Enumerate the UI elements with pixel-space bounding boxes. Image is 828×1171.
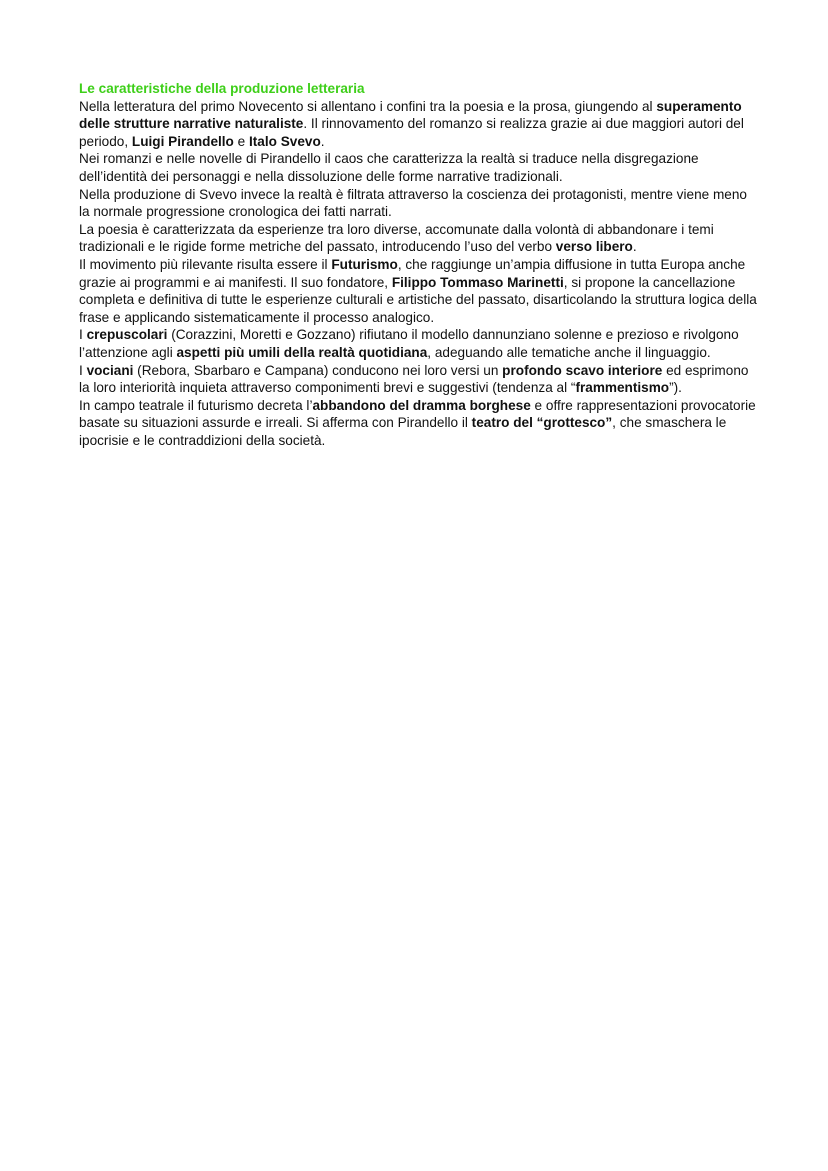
text-run: I	[79, 362, 87, 378]
text-run: , che smaschera le ipocrisie e le contraddizioni della società.	[79, 415, 727, 448]
bold-run: Filippo Tommaso Marinetti	[391, 274, 564, 290]
document-page	[79, 80, 759, 449]
text-run: , che raggiunge un’ampia diffusione in tutta Europa anche grazie ai programmi e ai manifesti. Il suo fondatore,	[79, 256, 746, 290]
paragraph-vociani	[79, 362, 759, 397]
bold-run: crepuscolari	[86, 327, 168, 343]
text-run: e offre rappresentazioni provocatorie basate su situazioni assurde e irreali. Si afferma con Pirandello il	[79, 397, 756, 431]
text-run: , adeguando alle tematiche anche il linguaggio.	[427, 344, 711, 360]
paragraph-pirandello	[79, 150, 759, 185]
bold-run: frammentismo	[575, 380, 670, 396]
section-heading: Le caratteristiche della produzione letteraria	[79, 81, 365, 96]
paragraph-poesia	[79, 221, 759, 256]
bold-run: abbandono del dramma borghese	[312, 397, 531, 413]
body-text	[79, 98, 759, 450]
text-run: (Rebora, Sbarbaro e Campana) conducono nei loro versi un	[133, 362, 503, 378]
text-run: Nella produzione di Svevo invece la realtà è filtrata attraverso la coscienza dei protagonisti, mentre viene meno la normale progressione cronologica dei fatti narrati.	[79, 186, 747, 220]
text-run: .	[632, 239, 637, 255]
bold-run: Futurismo	[331, 256, 398, 272]
text-run: Il movimento più rilevante risulta essere il	[79, 256, 332, 272]
text-run: .	[320, 133, 325, 149]
text-run: ed esprimono la loro interiorità inquieta attraverso componimenti brevi e suggestivi (tendenza al “	[79, 362, 749, 396]
bold-run: aspetti più umili della realtà quotidiana	[176, 344, 428, 360]
bold-run: Italo Svevo	[249, 133, 321, 149]
text-run: I	[79, 327, 87, 343]
bold-run: verso libero	[555, 239, 633, 255]
text-run: , si propone la cancellazione completa e definitiva di tutte le esperienze culturali e artistiche del passato, disarticolando la struttura logica della frase e applicando sistematicamente il processo analogico.	[79, 274, 757, 325]
bold-run: vociani	[86, 362, 134, 378]
text-run: ”).	[669, 380, 682, 396]
paragraph-crepuscolari	[79, 326, 759, 361]
bold-run: Luigi Pirandello	[131, 133, 234, 149]
text-run: (Corazzini, Moretti e Gozzano) rifiutano il modello dannunziano solenne e prezioso e rivolgono l’attenzione agli	[79, 327, 739, 360]
bold-run: teatro del “grottesco”	[471, 415, 613, 431]
paragraph-superamento	[79, 98, 759, 151]
text-run: La poesia è caratterizzata da esperienze tra loro diverse, accomunate dalla volontà di abbandonare i temi tradizionali e le rigide forme metriche del passato, introducendo l’uso del verbo	[79, 221, 714, 255]
text-run: Nei romanzi e nelle novelle di Pirandello il caos che caratterizza la realtà si traduce nella disgregazione dell’identità dei personaggi e nella dissoluzione delle forme narrative tradizionali.	[79, 151, 699, 184]
bold-run: profondo scavo interiore	[502, 362, 663, 378]
paragraph-teatro	[79, 397, 759, 450]
text-run: . Il rinnovamento del romanzo si realizza grazie ai due maggiori autori del periodo,	[79, 116, 744, 149]
text-run: e	[233, 133, 249, 149]
text-run: Nella letteratura del primo Novecento si allentano i confini tra la poesia e la prosa, giungendo al	[79, 98, 657, 114]
paragraph-futurismo	[79, 256, 759, 326]
paragraph-svevo	[79, 186, 759, 221]
text-run: In campo teatrale il futurismo decreta l’	[79, 397, 313, 413]
bold-run: superamento delle strutture narrative naturaliste	[79, 98, 742, 132]
